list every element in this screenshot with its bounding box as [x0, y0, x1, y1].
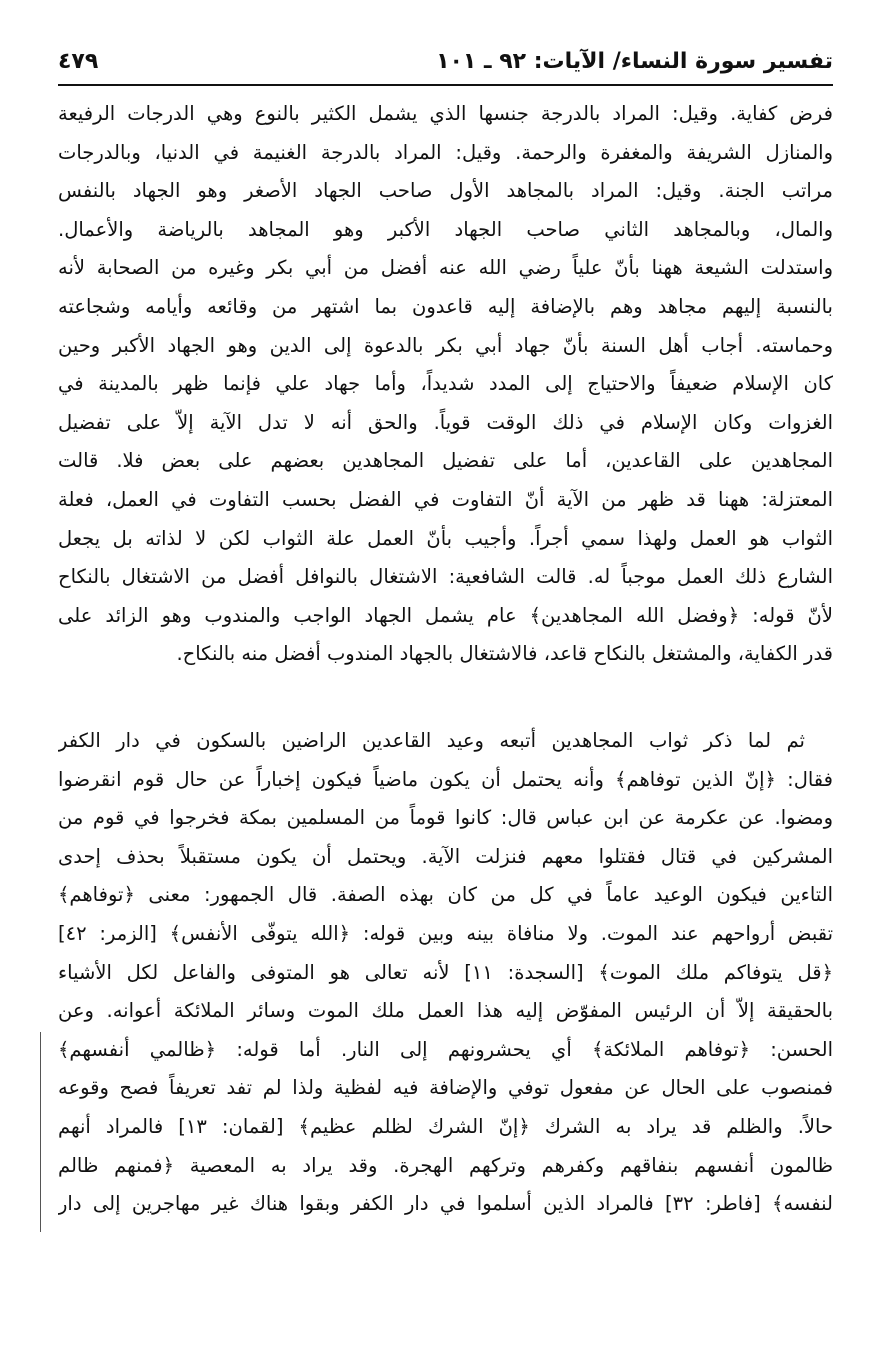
text-line: فقال: ﴿إنّ الذين توفاهم﴾ وأنه يحتمل أن يكون ماضياً فيكون إخباراً عن حال قوم انقرضوا [58, 767, 833, 791]
text-line: ظالمون أنفسهم بنفاقهم وكفرهم وتركهم الهجرة. وقد يراد به المعصية ﴿فمنهم ظالم [58, 1153, 833, 1177]
text-line-last: قدر الكفاية، والمشتغل بالنكاح قاعد، فالاشتغال بالجهاد المندوب أفضل منه بالنكاح. [176, 642, 833, 666]
margin-rule [40, 1032, 41, 1232]
running-title: تفسير سورة النساء/ الآيات: ٩٢ ـ ١٠١ [436, 49, 833, 74]
text-line: لنفسه﴾ [فاطر: ٣٢] فالمراد الذين أسلموا في دار الكفر وبقوا هناك غير مهاجرين إلى دار [58, 1192, 833, 1216]
text-line: فمنصوب على الحال عن مفعول توفي والإضافة فيه لفظية ولذا لم تفد تعريفاً فصح وقوعه [58, 1076, 833, 1100]
text-line-first: ثم لما ذكر ثواب المجاهدين أتبعه وعيد القاعدين الراضين بالسكون في دار الكفر [58, 729, 805, 752]
text-line: الشارع ذلك العمل موجباً له. قالت الشافعية: الاشتغال بالنوافل أفضل من الاشتغال بالنكاح [58, 565, 833, 589]
text-line: الثواب هو العمل ولهذا سمي أجراً. وأجيب بأنّ العمل علة الثواب لكن لا لذاته بل يجعل [58, 526, 833, 550]
text-line: كان الإسلام ضعيفاً والاحتياج إلى المدد شديداً، وأما جهاد علي فإنما ظهر بالمدينة في [58, 372, 833, 396]
text-line: المجاهدين على القاعدين، أما على تفضيل المجاهدين بعضهم على بعض فلا. قالت [58, 449, 833, 473]
text-line: المشركين في قتال فقتلوا معهم فنزلت الآية. ويحتمل أن يكون مستقبلاً بحذف إحدى [58, 844, 833, 868]
page-header [58, 44, 833, 86]
text-line: الحسن: ﴿توفاهم الملائكة﴾ أي يحشرونهم إلى النار. أما قوله: ﴿ظالمي أنفسهم﴾ [58, 1037, 833, 1061]
text-line: حالاً. والظلم قد يراد به الشرك ﴿إنّ الشرك لظلم عظيم﴾ [لقمان: ١٣] فالمراد أنهم [58, 1114, 833, 1138]
text-line: تقبض أرواحهم عند الموت. ولا منافاة بينه وبين قوله: ﴿الله يتوفّى الأنفس﴾ [الزمر: ٤٢] [58, 921, 833, 945]
text-line: الغزوات وكان الإسلام في ذلك الوقت قوياً. والحق أنه لا تدل الآية إلاّ على تفضيل [58, 410, 833, 434]
text-line: وحماسته. أجاب أهل السنة بأنّ جهاد أبي بكر بالدعوة إلى الدين وهو الجهاد الأكبر وحين [58, 333, 833, 357]
text-line: ومضوا. عن عكرمة عن ابن عباس قال: كانوا قوماً من المسلمين بمكة فخرجوا في قوم من [58, 806, 833, 830]
text-line: ﴿قل يتوفاكم ملك الموت﴾ [السجدة: ١١] لأنه تعالى هو المتوفى والفاعل لكل الأشياء [58, 960, 833, 984]
page-number: ٤٧٩ [58, 49, 99, 74]
paragraph-2 [58, 722, 833, 1224]
text-line: مراتب الجنة. وقيل: المراد بالمجاهد الأول صاحب الجهاد الأصغر وهو الجهاد بالنفس [58, 179, 833, 203]
text-line: المعتزلة: ههنا قد ظهر من الآية أنّ التفاوت في الفضل بحسب التفاوت في العمل، فعلة [58, 487, 833, 511]
text-line: والمال، وبالمجاهد الثاني صاحب الجهاد الأكبر وهو المجاهد بالرياضة والأعمال. [58, 217, 833, 241]
paragraph-1 [58, 95, 833, 674]
text-line: بالحقيقة إلاّ أن الرئيس المفوّض إليه هذا العمل ملك الموت وسائر الملائكة أعوانه. وعن [58, 999, 833, 1023]
header-rule [58, 84, 833, 86]
text-line: واستدلت الشيعة ههنا بأنّ علياً رضي الله عنه أفضل من أبي بكر وغيره من الصحابة لأنه [58, 256, 833, 280]
text-line: لأنّ قوله: ﴿وفضل الله المجاهدين﴾ عام يشمل الجهاد الواجب والمندوب وهو الزائد على [58, 603, 833, 627]
text-line: فرض كفاية. وقيل: المراد بالدرجة جنسها الذي يشمل الكثير بالنوع وهي الدرجات الرفيعة [58, 102, 833, 125]
text-line: بالنسبة إليهم مجاهد وهم بالإضافة إليه قاعدون بما اشتهر من وقائعه وأيامه وشجاعته [58, 294, 833, 318]
text-line: التاءين فيكون الوعيد عاماً في كل من كان بهذه الصفة. قال الجمهور: معنى ﴿توفاهم﴾ [58, 883, 833, 907]
text-line: والمنازل الشريفة والمغفرة والرحمة. وقيل: المراد بالدرجة الغنيمة في الدنيا، وبالدرجات [58, 140, 833, 164]
